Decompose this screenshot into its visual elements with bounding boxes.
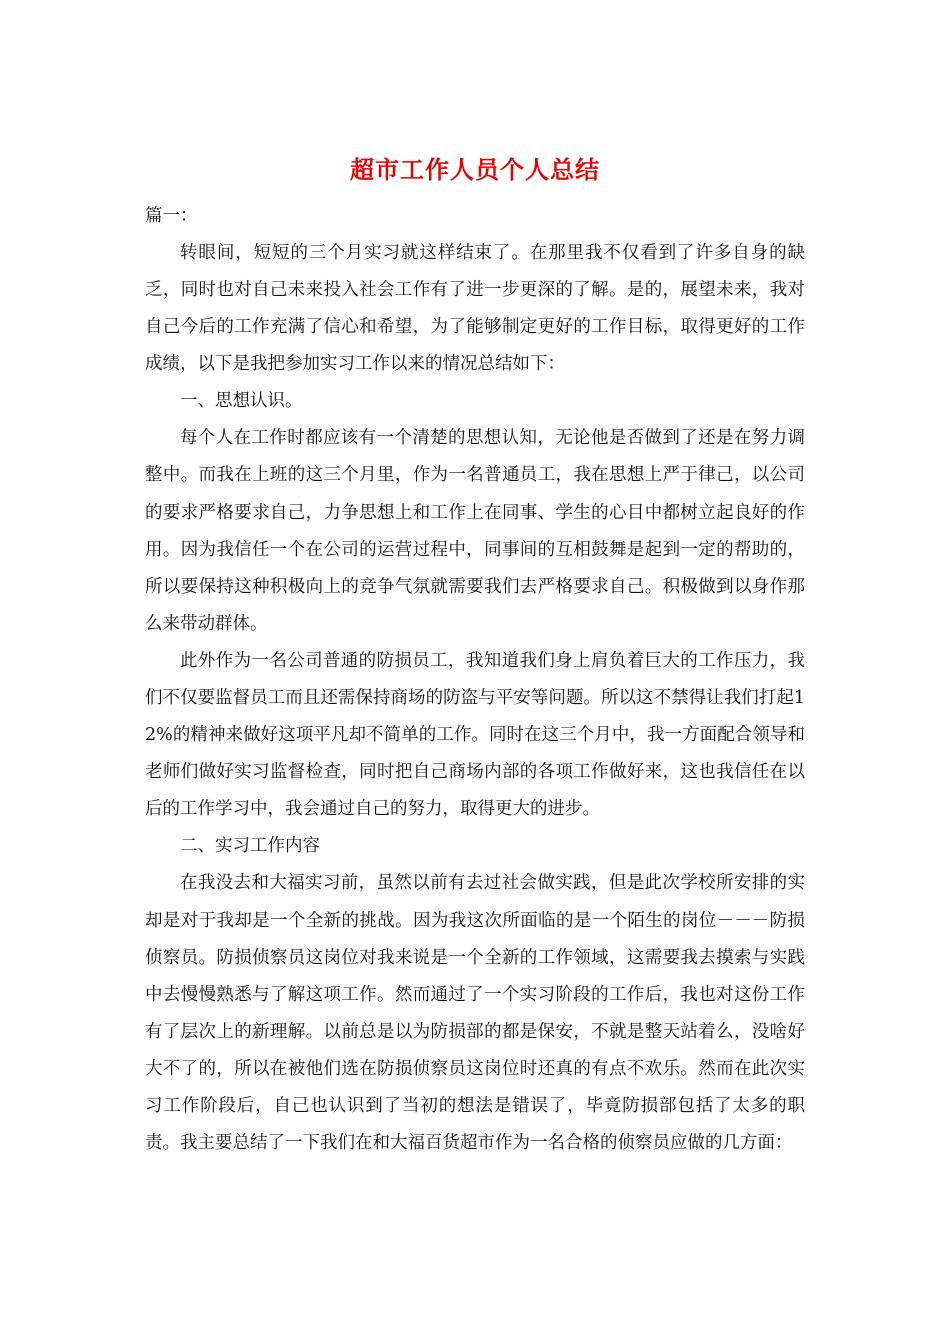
document-body: [145, 150, 805, 1162]
paragraph-thought: 每个人在工作时都应该有一个清楚的思想认知，无论他是否做到了还是在努力调整中。而我在上班的这三个月里，作为一名普通员工，我在思想上严于律己，以公司的要求严格要求自己，力争思想上和工作上在同事、学生的心目中都树立起良好的作用。因为我信任一个在公司的运营过程中，同事间的互相鼓舞是起到一定的帮助的，所以要保持这种积极向上的竞争气氛就需要我们去严格要求自己。积极做到以身作那么来带动群体。: [145, 428, 805, 634]
paragraph-intro: 转眼间，短短的三个月实习就这样结束了。在那里我不仅看到了许多自身的缺乏，同时也对自己未来投入社会工作有了进一步更深的了解。是的，展望未来，我对自己今后的工作充满了信心和希望，为了能够制定更好的工作目标，取得更好的工作成绩，以下是我把参加实习工作以来的情况总结如下：: [145, 243, 805, 375]
paragraph-internship-work: 在我没去和大福实习前，虽然以前有去过社会做实践，但是此次学校所安排的实却是对于我却是一个全新的挑战。因为我这次所面临的是一个陌生的岗位－－－防损侦察员。防损侦察员这岗位对我来说是一个全新的工作领域，这需要我去摸索与实践中去慢慢熟悉与了解这项工作。然而通过了一个实习阶段的工作后，我也对这份工作有了层次上的新理解。以前总是以为防损部的都是保安，不就是整天站着么，没啥好大不了的，所以在被他们选在防损侦察员这岗位时还真的有点不欢乐。然而在此次实习工作阶段后，自己也认识到了当初的想法是错误了，毕竟防损部包括了太多的职责。我主要总结了一下我们在和大福百货超市作为一名合格的侦察员应做的几方面：: [145, 873, 805, 1154]
document-title: 超市工作人员个人总结: [350, 155, 600, 184]
paragraph-loss-prevention: 此外作为一名公司普通的防损员工，我知道我们身上肩负着巨大的工作压力，我们不仅要监督员工而且还需保持商场的防盗与平安等问题。所以这不禁得让我们打起12%的精神来做好这项平凡却不简单的工作。同时在这三个月中，我一方面配合领导和老师们做好实习监督检查，同时把自己商场内部的各项工作做好来，这也我信任在以后的工作学习中，我会通过自己的努力，取得更大的进步。: [145, 650, 805, 820]
section-label: 篇一：: [145, 206, 198, 226]
heading-thought: 一、思想认识。: [180, 391, 303, 412]
heading-internship-work: 二、实习工作内容: [180, 836, 320, 857]
